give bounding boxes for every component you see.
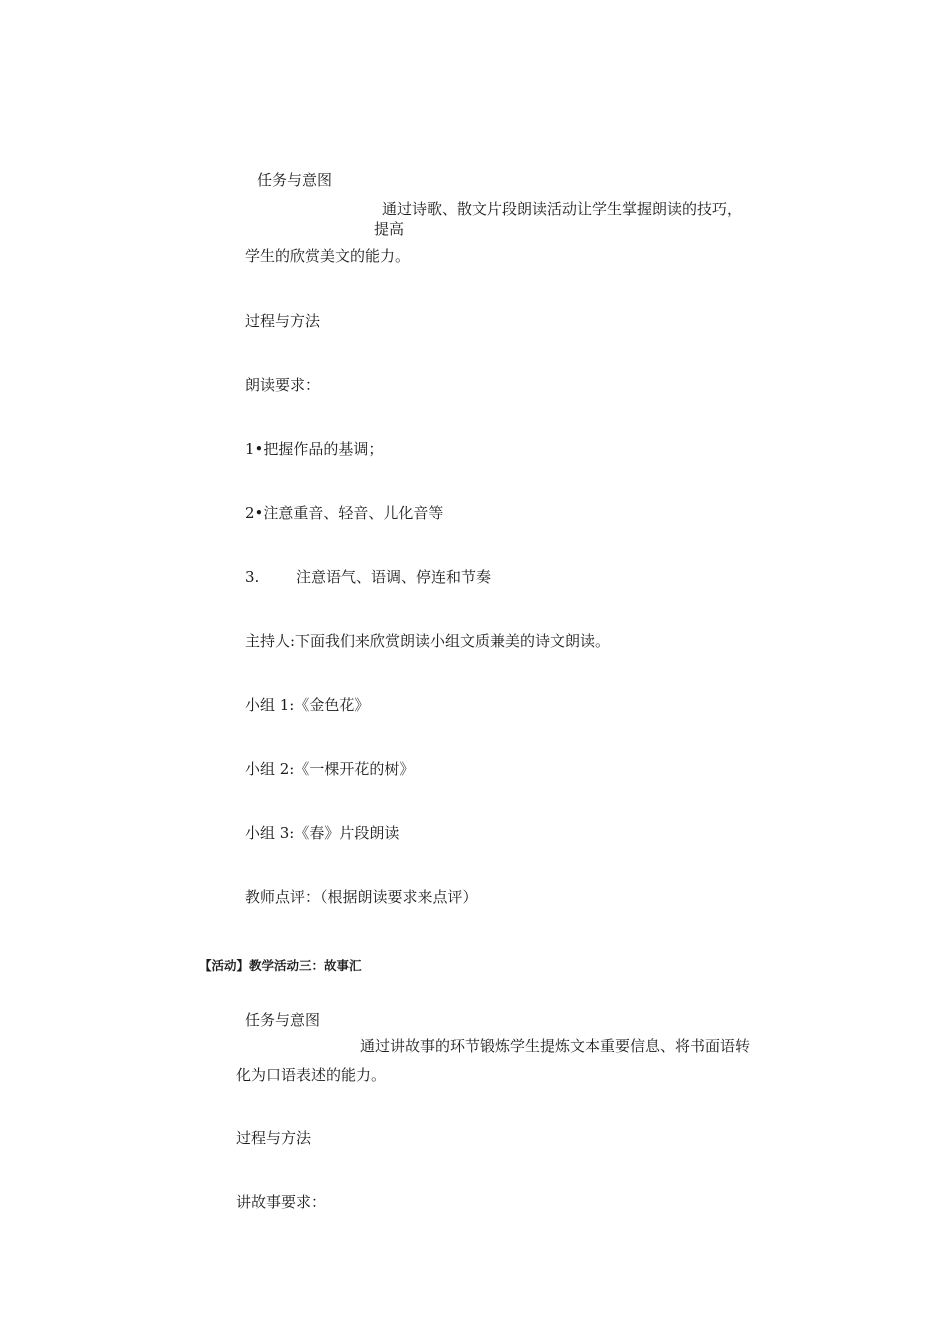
group-item-2: 小组 2:《一棵开花的树》 (245, 760, 415, 778)
task-text-line1: 通过诗歌、散文片段朗读活动让学生掌握朗读的技巧， (382, 200, 743, 218)
task-label: 任务与意图 (257, 171, 333, 189)
story-requirements-label: 讲故事要求： (236, 1193, 327, 1211)
process-label: 过程与方法 (245, 312, 321, 330)
requirement-item-3-number: 3. (245, 568, 260, 586)
task-text-2-line1: 通过讲故事的环节锻炼学生提炼文本重要信息、将书面语转 (360, 1037, 751, 1055)
task-text-2-line2: 化为口语表述的能力。 (236, 1066, 387, 1084)
requirement-item-1: 1•把握作品的基调； (245, 440, 384, 458)
task-label-2: 任务与意图 (245, 1011, 321, 1029)
group-item-3: 小组 3:《春》片段朗读 (245, 824, 400, 842)
host-line: 主持人:下面我们来欣赏朗读小组文质兼美的诗文朗读。 (245, 632, 611, 650)
task-text-line1-tail: 提高 (374, 220, 405, 238)
activity-heading: 【活动】教学活动三：故事汇 (199, 958, 362, 973)
teacher-comment: 教师点评：（根据朗读要求来点评） (245, 888, 478, 906)
process-label-2: 过程与方法 (236, 1129, 312, 1147)
group-item-1: 小组 1:《金色花》 (245, 696, 370, 714)
requirement-item-2: 2•注意重音、轻音、儿化音等 (245, 504, 444, 522)
task-text-line2: 学生的欣赏美文的能力。 (245, 247, 411, 265)
reading-requirements-label: 朗读要求： (245, 376, 321, 394)
requirement-item-3-text: 注意语气、语调、停连和节奏 (296, 568, 492, 586)
